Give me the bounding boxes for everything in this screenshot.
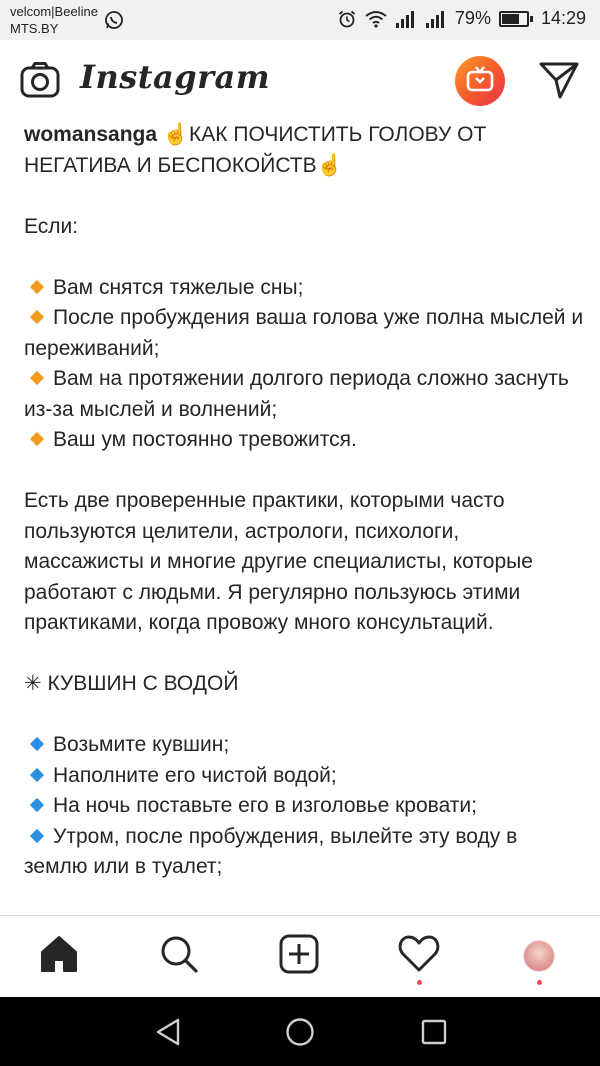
list-item: Возьмите кувшин; <box>24 730 584 761</box>
activity-notification-dot <box>417 980 422 985</box>
carrier-info <box>10 3 98 37</box>
igtv-button[interactable] <box>455 56 505 106</box>
battery-icon <box>499 11 533 27</box>
home-icon <box>39 935 79 978</box>
orange-diamond-icon <box>30 280 44 294</box>
carrier-line-1: velcom|Beeline <box>10 4 98 19</box>
section-heading <box>24 669 584 700</box>
post-caption <box>24 120 584 915</box>
orange-diamond-icon <box>30 432 44 446</box>
blue-diamond-icon <box>30 737 44 751</box>
app-header <box>0 40 600 120</box>
orange-diamond-icon <box>30 310 44 324</box>
pointing-up-icon: ☝ <box>316 153 343 177</box>
list-item: Ваш ум постоянно тревожится. <box>24 425 584 456</box>
eight-spoked-asterisk-icon: ✳ <box>24 672 42 695</box>
pointing-up-icon: ☝ <box>162 123 190 146</box>
alarm-icon <box>337 9 357 29</box>
home-circle-icon[interactable] <box>285 1017 315 1052</box>
caption-title-block <box>24 120 584 181</box>
caption-paragraph: Есть две проверенные практики, которыми часто пользуются целители, астрологи, психологи, массажисты и многие другие специалисты, которые работают с людьми. Я регулярно пользуюсь этими практиками, когда провожу много консультаций. <box>24 489 533 634</box>
list-item: На ночь поставьте его в изголовье кровати; <box>24 791 584 822</box>
back-icon[interactable] <box>154 1017 182 1052</box>
caption-intro: Если: <box>24 214 79 238</box>
wifi-icon <box>365 10 387 28</box>
blue-diamond-icon <box>30 768 44 782</box>
new-post-icon <box>279 934 319 979</box>
list-item: Утром, после пробуждения, вылейте эту воду в землю или в туалет; <box>24 824 518 878</box>
camera-icon[interactable] <box>20 62 60 103</box>
nav-profile[interactable] <box>519 936 559 976</box>
list-item: Наполните его чистой водой; <box>24 761 584 792</box>
activity-heart-icon <box>398 935 440 978</box>
recents-icon[interactable] <box>420 1017 448 1052</box>
caption-username[interactable]: womansanga <box>24 123 158 146</box>
section-title: КУВШИН С ВОДОЙ <box>47 672 239 695</box>
carrier-line-2: MTS.BY <box>10 21 59 36</box>
nav-new-post[interactable] <box>279 936 319 976</box>
nav-activity[interactable] <box>399 936 439 976</box>
whatsapp-icon <box>104 10 124 35</box>
direct-message-icon[interactable] <box>538 60 580 105</box>
profile-notification-dot <box>537 980 542 985</box>
system-navigation-bar <box>0 997 600 1066</box>
instagram-logo[interactable]: Instagram <box>80 58 271 96</box>
status-bar <box>0 0 600 40</box>
signal-icon <box>425 10 447 28</box>
signal-icon <box>395 10 417 28</box>
clock: 14:29 <box>540 8 586 28</box>
list-item: Вам на протяжении долгого периода сложно заснуть из-за мыслей и волнений; <box>24 367 569 421</box>
list-item: После пробуждения ваша голова уже полна мыслей и переживаний; <box>24 306 584 360</box>
blue-diamond-icon <box>30 829 44 843</box>
list-item: Вам снятся тяжелые сны; <box>24 273 584 304</box>
nav-home[interactable] <box>39 936 79 976</box>
search-icon <box>159 934 199 979</box>
profile-avatar <box>523 940 555 972</box>
caption-title: КАК ПОЧИСТИТЬ ГОЛОВУ ОТ НЕГАТИВА И БЕСПОКОЙСТВ <box>24 123 487 177</box>
nav-search[interactable] <box>159 936 199 976</box>
orange-diamond-icon <box>30 371 44 385</box>
status-indicators <box>337 8 586 29</box>
blue-diamond-icon <box>30 798 44 812</box>
bottom-navigation <box>0 915 600 998</box>
igtv-icon <box>466 66 494 97</box>
battery-percent: 79% <box>454 8 491 28</box>
